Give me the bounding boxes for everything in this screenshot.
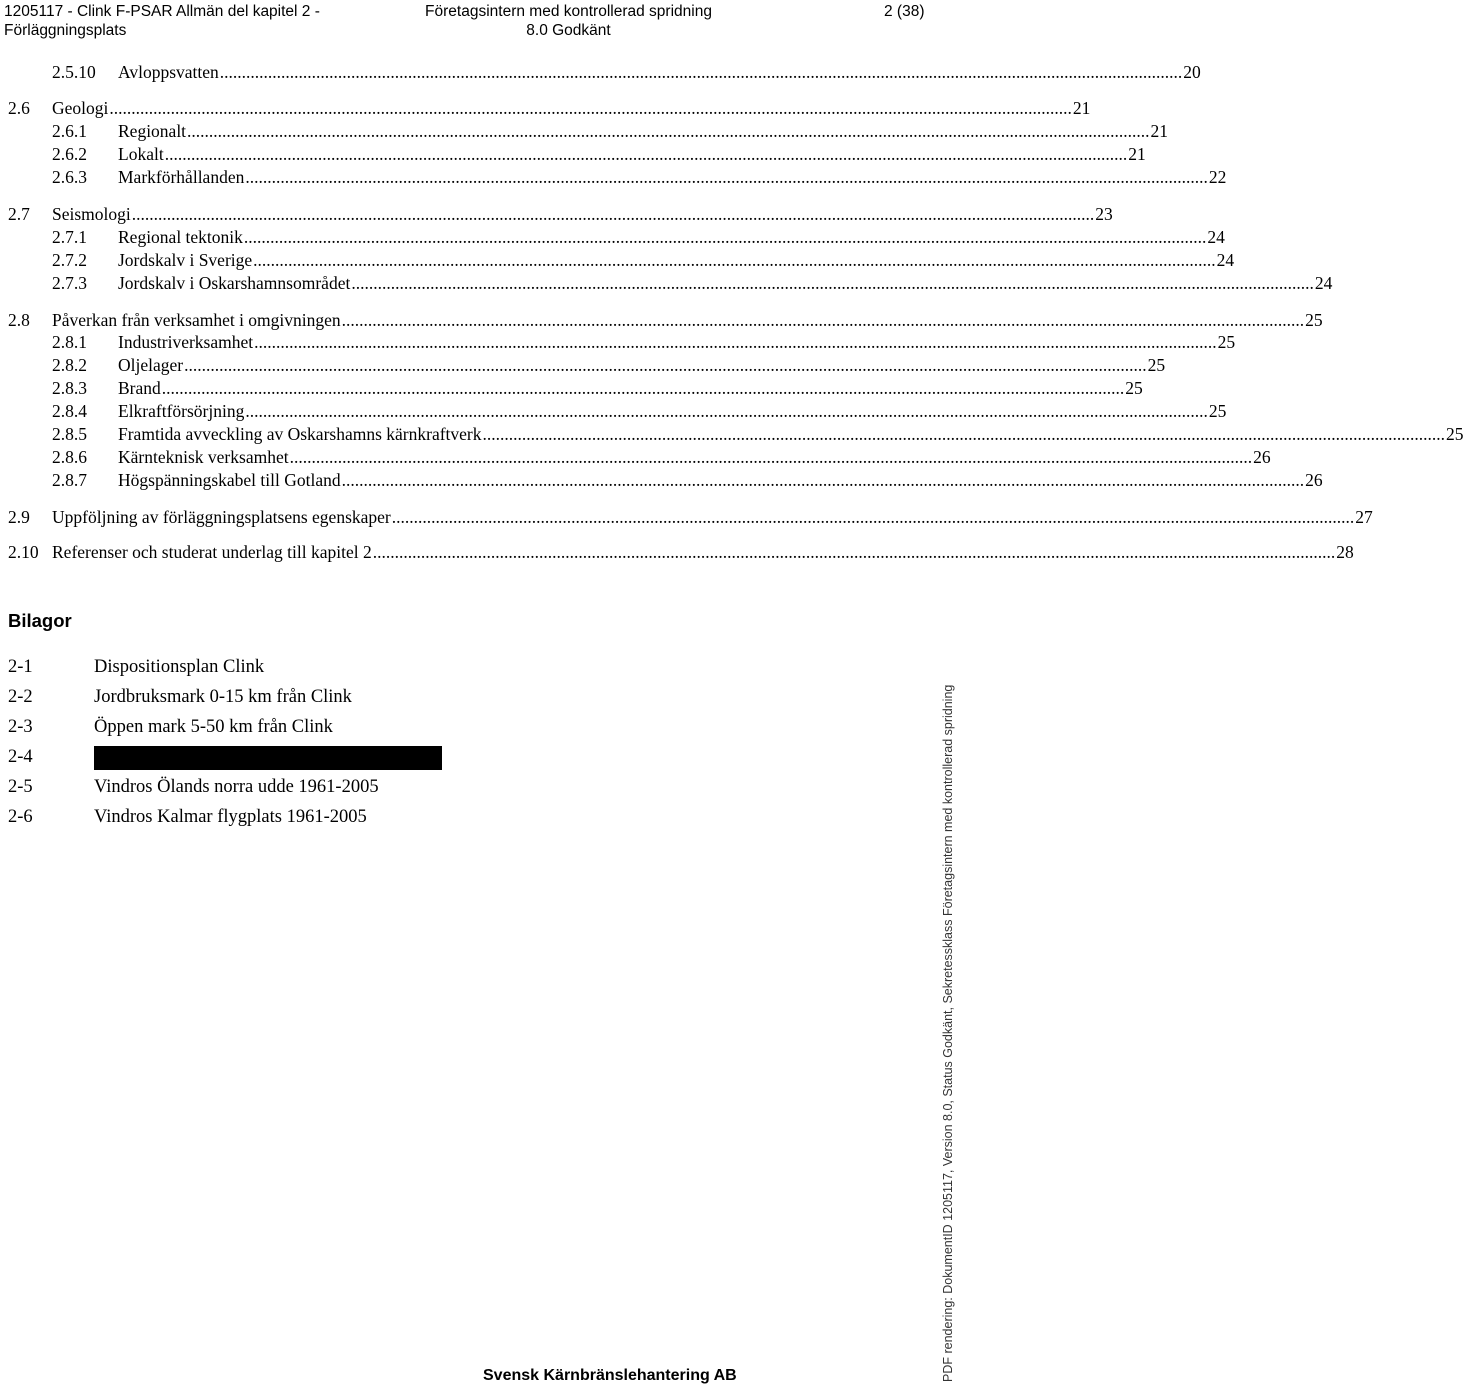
toc-entry[interactable] (8, 506, 1373, 528)
header-left (4, 2, 320, 40)
toc-title: Oljelager (118, 355, 184, 375)
toc-page: 25 (1305, 310, 1323, 330)
toc-title: Kärnteknisk verksamhet (118, 447, 289, 467)
toc-entry[interactable] (52, 120, 1169, 142)
toc-number: 2.7 (8, 204, 30, 224)
toc-leader: ............................................................................................................................................................................................................................ (482, 424, 1445, 444)
toc-number: 2.7.1 (52, 227, 87, 247)
appendix-number: 2-5 (8, 777, 33, 797)
toc-leader: ............................................................................................................................................................................................................................ (341, 470, 1305, 490)
toc-leader: ............................................................................................................................................................................................................................ (131, 204, 1095, 224)
toc-number: 2.6.2 (52, 144, 87, 164)
toc-entry[interactable] (8, 203, 1113, 225)
toc-title: Jordskalv i Oskarshamnsområdet (118, 273, 351, 293)
toc-leader: ............................................................................................................................................................................................................................ (254, 332, 1217, 352)
toc-entry[interactable] (52, 354, 1166, 376)
toc-number: 2.6.3 (52, 167, 87, 187)
toc-title: Seismologi (52, 204, 131, 224)
toc-entry[interactable] (52, 249, 1235, 271)
toc-title: Markförhållanden (118, 167, 245, 187)
toc-page: 25 (1125, 378, 1143, 398)
toc-entry[interactable] (52, 469, 1323, 491)
toc-title: Uppföljning av förläggningsplatsens egenskaper (52, 507, 391, 527)
toc-page: 21 (1128, 144, 1146, 164)
toc-entry[interactable] (52, 446, 1271, 468)
document-title: 1205117 - Clink F-PSAR Allmän del kapitel 2 - (4, 3, 320, 20)
page-number: 2 (38) (884, 3, 925, 20)
toc-leader: ............................................................................................................................................................................................................................ (245, 401, 1208, 421)
appendix-number: 2-6 (8, 807, 33, 827)
appendix-number: 2-3 (8, 717, 33, 737)
appendix-title: Dispositionsplan Clink (94, 657, 265, 677)
toc-number: 2.8.7 (52, 470, 87, 490)
toc-leader: ............................................................................................................................................................................................................................ (351, 273, 1314, 293)
classification-label: Företagsintern med kontrollerad spridning (425, 3, 712, 20)
toc-title: Regional tektonik (118, 227, 243, 247)
toc-page: 27 (1355, 507, 1373, 527)
toc-number: 2.8.4 (52, 401, 87, 421)
toc-leader: ............................................................................................................................................................................................................................ (219, 62, 1183, 82)
toc-number: 2.6 (8, 98, 30, 118)
toc-leader: ............................................................................................................................................................................................................................ (243, 227, 1207, 247)
appendix-title: Vindros Ölands norra udde 1961-2005 (94, 777, 379, 797)
toc-title: Elkraftförsörjning (118, 401, 245, 421)
toc-number: 2.5.10 (52, 62, 96, 82)
version-status: 8.0 Godkänt (526, 22, 611, 39)
toc-entry[interactable] (52, 166, 1227, 188)
footer-company: Svensk Kärnbränslehantering AB (483, 1367, 737, 1384)
toc-page: 24 (1216, 250, 1235, 270)
toc-title: Geologi (52, 98, 109, 118)
toc-title: Högspänningskabel till Gotland (118, 470, 341, 490)
toc-title: Framtida avveckling av Oskarshamns kärnkraftverk (118, 424, 482, 444)
toc-page: 28 (1336, 542, 1354, 562)
toc-title: Referenser och studerat underlag till kapitel 2 (52, 542, 372, 562)
toc-title: Påverkan från verksamhet i omgivningen (52, 310, 341, 330)
redaction-bar (94, 746, 442, 770)
toc-number: 2.8.1 (52, 332, 87, 352)
toc-number: 2.8.5 (52, 424, 87, 444)
appendices-heading: Bilagor (8, 610, 72, 631)
toc-title: Regionalt (118, 121, 187, 141)
toc-entry[interactable] (8, 541, 1354, 563)
toc-page: 22 (1208, 167, 1227, 187)
toc-entry[interactable] (52, 61, 1201, 83)
header-right (884, 2, 925, 21)
side-watermark-text: PDF rendering: DokumentID 1205117, Version 8.0, Status Godkänt, Sekretessklass Företagsintern med kontrollerad spridning (941, 684, 955, 1382)
toc-leader: ............................................................................................................................................................................................................................ (253, 250, 1216, 270)
toc-page: 21 (1072, 98, 1091, 118)
appendix-number: 2-2 (8, 687, 33, 707)
toc-page: 25 (1147, 355, 1166, 375)
toc-entry[interactable] (52, 272, 1333, 294)
toc-number: 2.7.2 (52, 250, 87, 270)
toc-page: 25 (1217, 332, 1236, 352)
toc-page: 20 (1183, 62, 1201, 82)
toc-page: 24 (1207, 227, 1225, 247)
toc-number: 2.8.2 (52, 355, 87, 375)
toc-page: 24 (1314, 273, 1333, 293)
toc-number: 2.7.3 (52, 273, 87, 293)
toc-title: Industriverksamhet (118, 332, 254, 352)
toc-title: Lokalt (118, 144, 164, 164)
appendix-number: 2-4 (8, 747, 33, 767)
appendix-title: Jordbruksmark 0-15 km från Clink (94, 687, 352, 707)
appendix-number: 2-1 (8, 657, 33, 677)
toc-title: Brand (118, 378, 161, 398)
appendix-title: Vindros Kalmar flygplats 1961-2005 (94, 807, 367, 827)
toc-number: 2.8.3 (52, 378, 87, 398)
toc-entry[interactable] (52, 377, 1143, 399)
appendix-title: Öppen mark 5-50 km från Clink (94, 717, 333, 737)
toc-entry[interactable] (52, 400, 1227, 422)
toc-page: 25 (1208, 401, 1227, 421)
toc-leader: ............................................................................................................................................................................................................................ (341, 310, 1305, 330)
toc-entry[interactable] (8, 97, 1091, 119)
toc-title: Jordskalv i Sverige (118, 250, 253, 270)
toc-leader: ............................................................................................................................................................................................................................ (184, 355, 1147, 375)
toc-entry[interactable] (52, 331, 1236, 353)
toc-number: 2.10 (8, 542, 39, 562)
toc-title: Avloppsvatten (118, 62, 219, 82)
header-center (416, 2, 721, 40)
document-subtitle: Förläggningsplats (4, 22, 127, 39)
toc-number: 2.9 (8, 507, 30, 527)
toc-leader: ............................................................................................................................................................................................................................ (187, 121, 1150, 141)
toc-entry[interactable] (8, 309, 1323, 331)
toc-number: 2.8.6 (52, 447, 87, 467)
toc-number: 2.6.1 (52, 121, 87, 141)
toc-entry[interactable] (52, 143, 1146, 165)
toc-leader: ............................................................................................................................................................................................................................ (245, 167, 1208, 187)
toc-page: 23 (1095, 204, 1113, 224)
toc-page: 26 (1305, 470, 1323, 490)
toc-page: 21 (1150, 121, 1169, 141)
toc-number: 2.8 (8, 310, 30, 330)
toc-page: 25 (1446, 424, 1464, 444)
toc-leader: ............................................................................................................................................................................................................................ (164, 144, 1128, 164)
toc-leader: ............................................................................................................................................................................................................................ (391, 507, 1355, 527)
toc-page: 26 (1253, 447, 1271, 467)
toc-entry[interactable] (52, 226, 1225, 248)
toc-leader: ............................................................................................................................................................................................................................ (109, 98, 1072, 118)
toc-entry[interactable] (52, 423, 1464, 445)
toc-leader: ............................................................................................................................................................................................................................ (161, 378, 1125, 398)
toc-leader: ............................................................................................................................................................................................................................ (289, 447, 1253, 467)
toc-leader: ............................................................................................................................................................................................................................ (372, 542, 1336, 562)
